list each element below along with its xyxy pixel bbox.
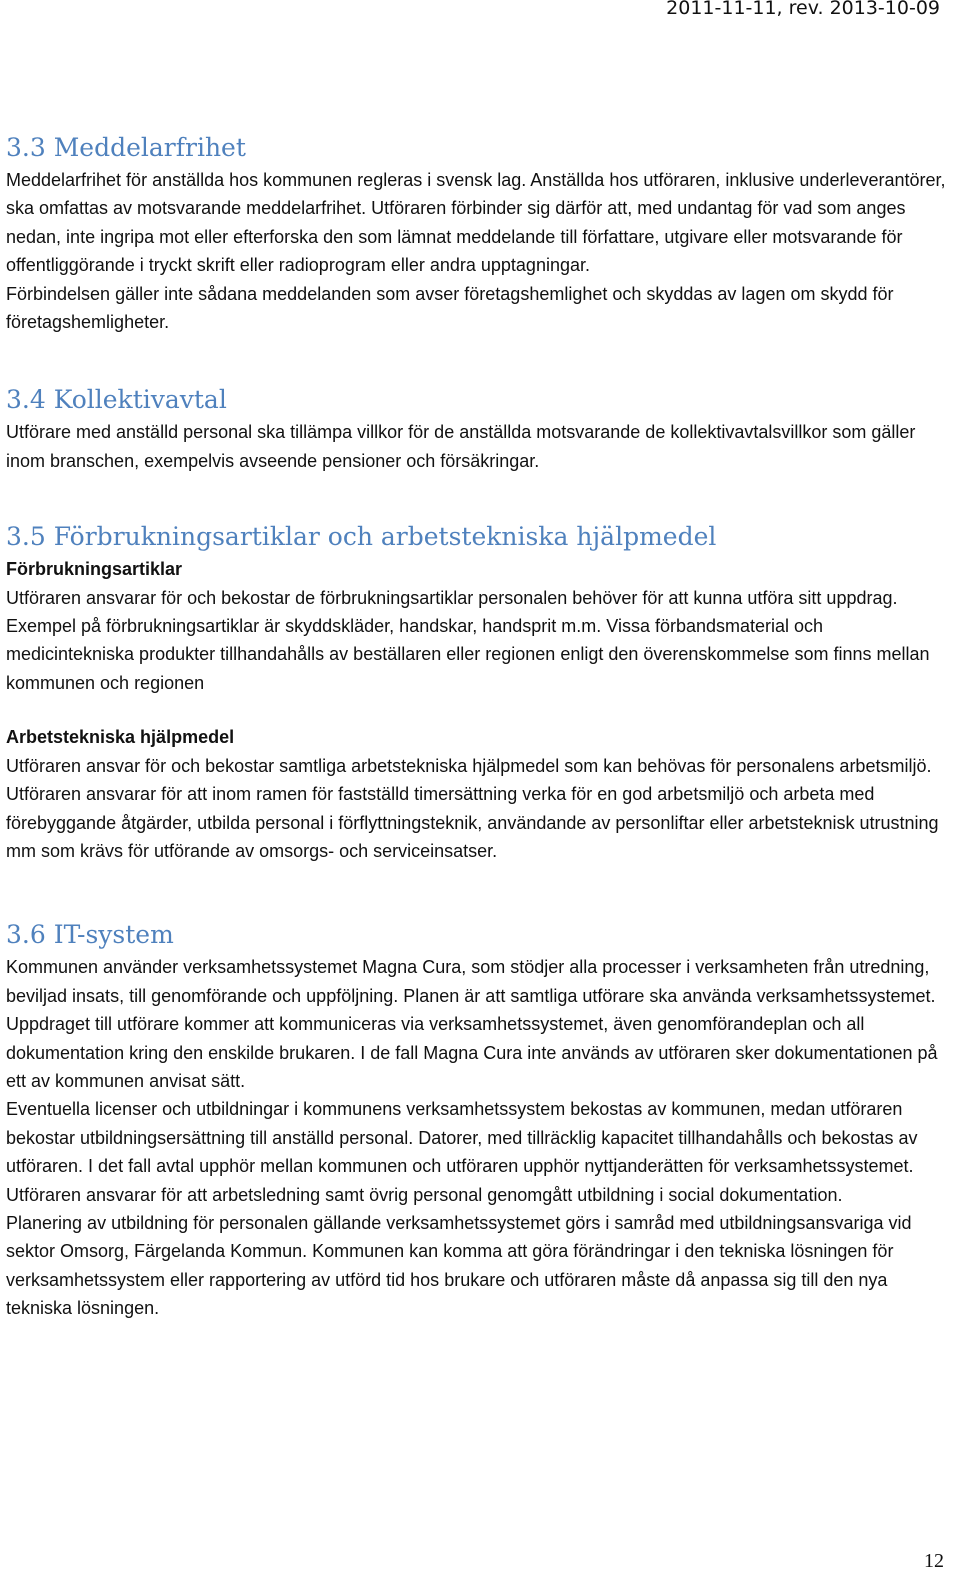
section-heading: 3.4 Kollektivavtal: [6, 385, 227, 415]
body-paragraph: Kommunen använder verksamhetssystemet Magna Cura, som stödjer alla processer i verksamheten från utredning, beviljad insats, till genomförande och uppföljning. Planen är att samtliga utförare ska använda verksamhetssystemet. Uppdraget till utförare kommer att kommuniceras via verksamhetssystemet, även genomförandeplan och all dokumentation kring den enskilde brukaren. I de fall Magna Cura inte används av utföraren sker dokumentationen på ett av kommunen anvisat sätt.: [6, 957, 938, 1091]
body-paragraph: Meddelarfrihet för anställda hos kommunen regleras i svensk lag. Anställda hos utföraren, inklusive underleverantörer, ska omfattas av motsvarande meddelarfrihet. Utföraren förbinder sig därför att, med undantag för vad som anges nedan, inte ingripa mot eller efterforska den som lämnat meddelande till författare, utgivare eller motsvarande för offentliggörande i tryckt skrift eller radioprogram eller andra upptagningar.: [6, 170, 946, 276]
page-number: 12: [924, 1550, 944, 1572]
body-paragraph: Förbindelsen gäller inte sådana meddelanden som avser företagshemlighet och skyddas av lagen om skydd för företagshemligheter.: [6, 283, 894, 333]
section-heading: 3.3 Meddelarfrihet: [6, 133, 246, 162]
body-paragraph: Utförare med anställd personal ska tillämpa villkor för de anställda motsvarande de kollektivavtalsvillkor som gäller inom branschen, exempelvis avseende pensioner och försäkringar.: [6, 422, 916, 471]
section-it-system: [6, 917, 946, 1322]
subsection-title: Förbrukningsartiklar: [6, 559, 183, 580]
body-paragraph: Eventuella licenser och utbildningar i kommunens verksamhetssystem bekostas av kommunen, medan utföraren bekostar utbildningsersättning till anställd personal. Datorer, med tillräcklig kapacitet tillhandahålls och bekostas av utföraren. I det fall avtal upphör mellan kommunen och utföraren upphör nyttjanderätten för verksamhetssystemet.: [6, 1099, 918, 1177]
section-heading: 3.6 IT-system: [6, 920, 174, 950]
spacer: [6, 475, 946, 519]
section-kollektivavtal: [6, 382, 946, 475]
page-content: [6, 130, 946, 1323]
spacer: [6, 336, 946, 382]
body-paragraph: Utföraren ansvarar för och bekostar de förbrukningsartiklar personalen behöver för att kunna utföra sitt uppdrag. Exempel på förbrukningsartiklar är skyddskläder, handskar, handsprit m.m. Vissa förbandsmaterial och medicintekniska produkter tillhandahålls av beställaren eller regionen enligt den överenskommelse som finns mellan kommunen och regionen: [6, 587, 930, 693]
section-heading: 3.5 Förbrukningsartiklar och arbetstekniska hjälpmedel: [6, 522, 717, 552]
body-paragraph: Utföraren ansvarar för att arbetsledning samt övrig personal genomgått utbildning i social dokumentation.: [6, 1184, 843, 1205]
header-date: 2011-11-11, rev. 2013-10-09: [666, 0, 940, 19]
body-paragraph: Utföraren ansvar för och bekostar samtliga arbetstekniska hjälpmedel som kan behövas för personalens arbetsmiljö. Utföraren ansvarar för att inom ramen för fastställd timersättning verka för en god arbetsmiljö och arbeta med förebyggande åtgärder, utbilda personal i förflyttningsteknik, användande av personliftar eller arbetsteknisk utrustning mm som krävs för utförande av omsorgs- och serviceinsatser.: [6, 755, 939, 861]
section-forbrukningsartiklar: [6, 519, 946, 865]
subsection-title: Arbetstekniska hjälpmedel: [6, 727, 235, 748]
body-paragraph: Planering av utbildning för personalen gällande verksamhetssystemet görs i samråd med utbildningsansvariga vid sektor Omsorg, Färgelanda Kommun. Kommunen kan komma att göra förändringar i den tekniska lösningen för verksamhetssystem eller rapportering av utförd tid hos brukare och utföraren måste då anpassa sig till den nya tekniska lösningen.: [6, 1212, 912, 1319]
spacer: [6, 865, 946, 917]
section-meddelarfrihet: [6, 130, 946, 336]
spacer: [6, 697, 946, 723]
